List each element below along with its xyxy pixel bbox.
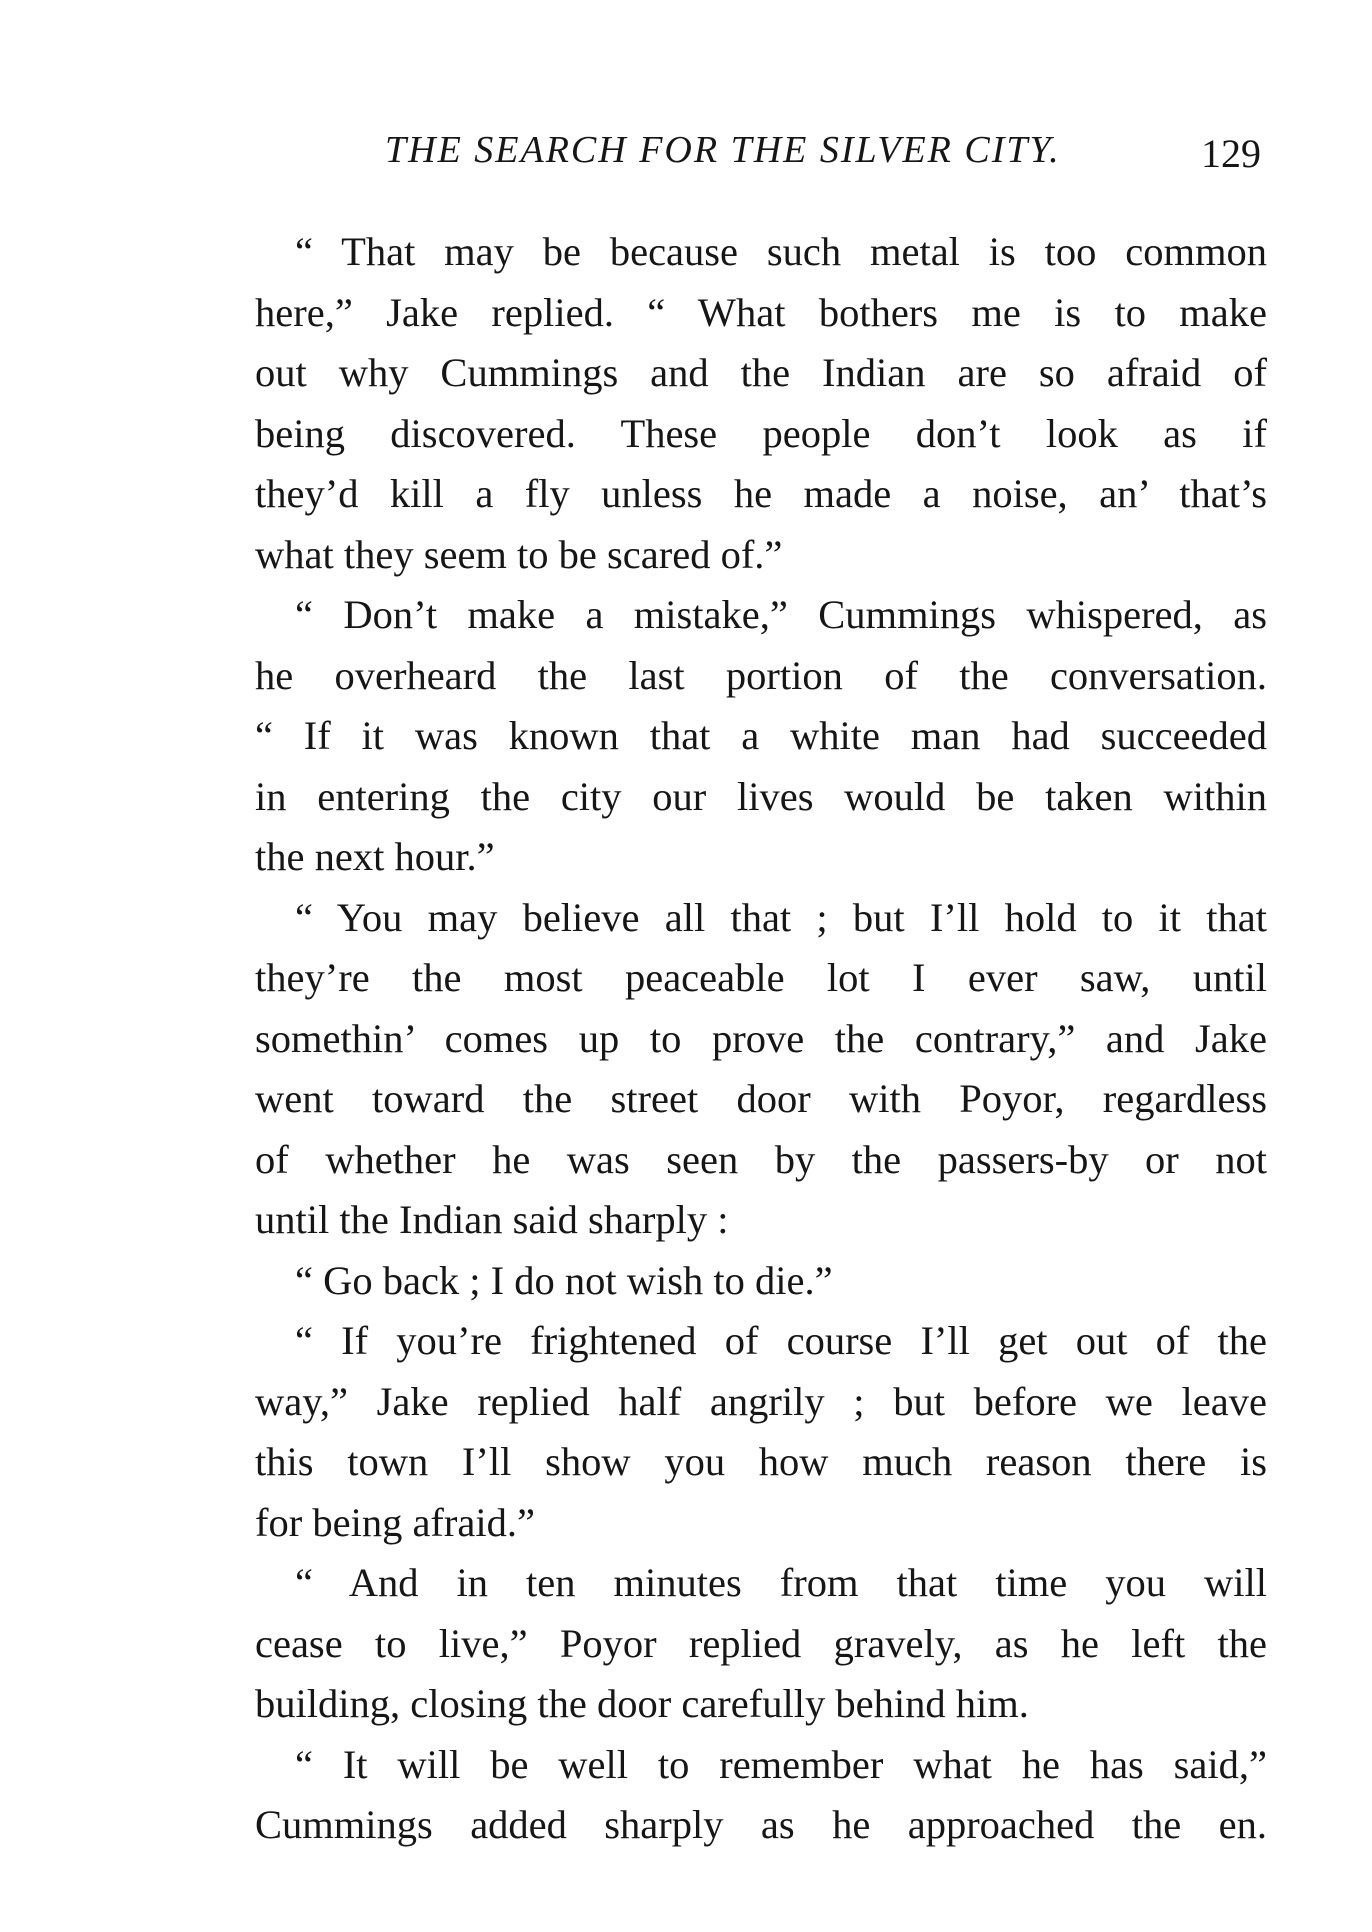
running-title: THE SEARCH FOR THE SILVER CITY.: [385, 129, 1061, 171]
text-line: “ Go back ; I do not wish to die.”: [295, 1257, 833, 1303]
text-line: cease to live,” Poyor replied gravely, as he left the: [255, 1620, 1267, 1666]
body-text: [255, 222, 1267, 1856]
text-line: this town I’ll show you how much reason there is: [255, 1439, 1267, 1484]
page-number: 129: [1201, 131, 1261, 176]
text-line: for being afraid.”: [255, 1499, 535, 1545]
text-line: Cummings added sharply as he approached the en.: [255, 1802, 1267, 1847]
running-head: [255, 128, 1265, 188]
text-line: they’d kill a fly unless he made a noise, an’ that’s: [255, 471, 1267, 516]
text-line: he overheard the last portion of the conversation.: [255, 652, 1267, 698]
text-line: went toward the street door with Poyor, regardless: [255, 1076, 1267, 1121]
text-line: “ If you’re frightened of course I’ll get out of the: [295, 1318, 1267, 1363]
text-line: “ Don’t make a mistake,” Cummings whispered, as: [295, 592, 1267, 637]
text-line: “ If it was known that a white man had succeeded: [255, 713, 1267, 758]
text-line: here,” Jake replied. “ What bothers me is to make: [255, 289, 1267, 335]
text-line: “ That may be because such metal is too common: [295, 229, 1267, 274]
text-line: of whether he was seen by the passers-by or not: [255, 1136, 1267, 1182]
text-line: being discovered. These people don’t look as if: [255, 410, 1267, 456]
text-line: “ It will be well to remember what he has said,”: [295, 1741, 1267, 1787]
text-line: way,” Jake replied half angrily ; but before we leave: [255, 1378, 1267, 1424]
text-line: “ And in ten minutes from that time you will: [295, 1560, 1267, 1605]
text-line: in entering the city our lives would be taken within: [255, 773, 1267, 819]
text-line: what they seem to be scared of.”: [255, 531, 783, 577]
text-line: “ You may believe all that ; but I’ll hold to it that: [295, 894, 1267, 940]
text-line: they’re the most peaceable lot I ever saw, until: [255, 955, 1267, 1000]
text-line: the next hour.”: [255, 834, 495, 879]
text-line: somethin’ comes up to prove the contrary,” and Jake: [255, 1015, 1267, 1061]
text-line: until the Indian said sharply :: [255, 1197, 729, 1242]
text-line: out why Cummings and the Indian are so afraid of: [255, 350, 1267, 395]
text-line: building, closing the door carefully behind him.: [255, 1681, 1029, 1726]
